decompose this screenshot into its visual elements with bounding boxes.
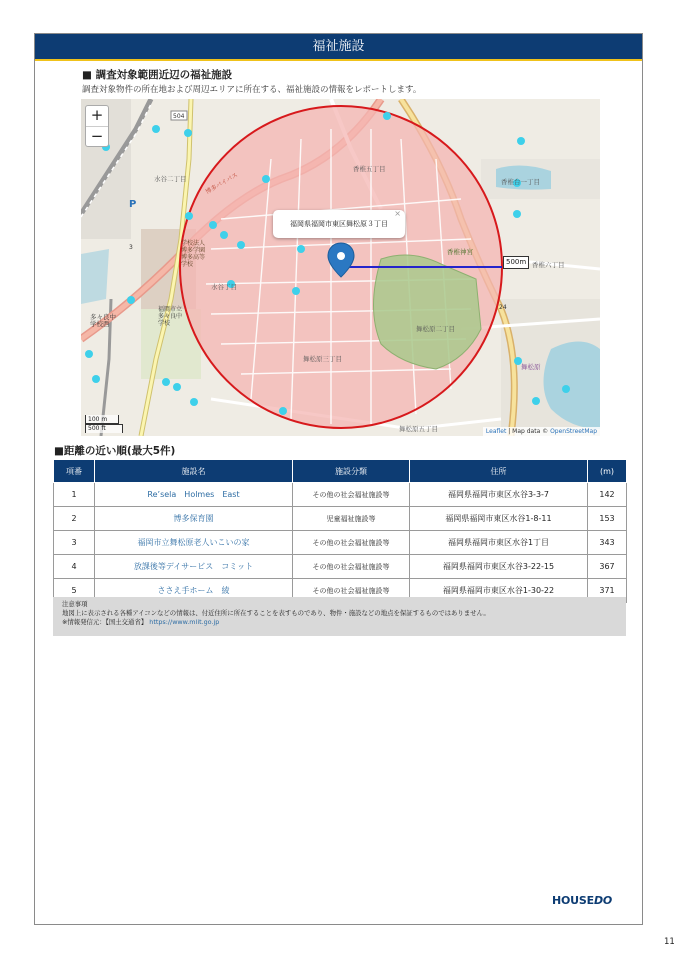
facility-category: その他の社会福祉施設等 (293, 531, 410, 555)
map-label-school-tatara: 福岡市立多々良中学校 (158, 306, 183, 327)
facility-address: 福岡県福岡市東区水谷1-8-11 (410, 507, 588, 531)
map-label-bypass: 博多バイパス (204, 171, 240, 196)
map-label-kashiihama5: 香椎五丁目 (353, 165, 386, 173)
map-label-maimatsubara2: 舞松原二丁目 (416, 325, 455, 333)
leaflet-link[interactable]: Leaflet (485, 428, 507, 435)
facility-category: 児童福祉施設等 (293, 507, 410, 531)
col-header-name: 施設名 (95, 460, 293, 483)
zoom-in-button[interactable]: + (90, 106, 104, 124)
col-header-address: 住所 (410, 460, 588, 483)
facility-address: 福岡県福岡市東区水谷3-3-7 (410, 483, 588, 507)
section-title-nearest: ■距離の近い順(最大5件) (54, 445, 176, 457)
map-label-school-hakata: 学校法人博多学園博多高等学校 (181, 240, 206, 268)
section-title-facilities: ■ 調査対象範囲近辺の福祉施設 (82, 69, 233, 81)
page-header (35, 34, 642, 59)
page-frame (34, 33, 675, 947)
scale-feet: 500 ft (85, 424, 123, 433)
map-label-route24: 24 (499, 304, 507, 311)
address-popup (273, 210, 405, 238)
table-row (54, 555, 627, 579)
table-row (54, 507, 627, 531)
header-accent-rule (35, 59, 642, 61)
facility-address: 福岡県福岡市東区水谷3-22-15 (410, 555, 588, 579)
map-label-mizutani2: 水谷二丁目 (154, 175, 187, 183)
facility-distance: 153 (588, 507, 627, 531)
radius-label: 500m (503, 256, 529, 269)
map-label-shrine: 香椎神宮 (447, 248, 473, 256)
map-view[interactable] (81, 99, 600, 436)
col-header-category: 施設分類 (293, 460, 410, 483)
row-no: 4 (54, 555, 95, 579)
zoom-out-button[interactable]: − (86, 126, 108, 146)
facility-name-link[interactable]: ささえ手ホーム 綾 (95, 579, 293, 603)
source-label: ※情報発信元：【国土交通省】 (62, 618, 148, 626)
facility-distance: 367 (588, 555, 627, 579)
source-link[interactable]: https://www.mlit.go.jp (149, 618, 220, 626)
section-description: 調査対象物件の所在地および周辺エリアに所在する、福祉施設の情報をレポートします。 (82, 85, 422, 95)
page-title: 福祉施設 (312, 39, 365, 54)
facility-name-link[interactable]: 福岡市立舞松原老人いこいの家 (95, 531, 293, 555)
facility-distance: 371 (588, 579, 627, 603)
map-label-route504: 504 (173, 113, 185, 120)
page-number: 11 (664, 937, 675, 947)
housedo-logo: HOUSEDO (552, 894, 613, 907)
col-header-no: 項番 (54, 460, 95, 483)
row-no: 5 (54, 579, 95, 603)
map-label-mizutani: 水谷丁目 (211, 283, 237, 291)
facility-table (53, 459, 627, 603)
osm-link[interactable]: OpenStreetMap (550, 428, 597, 435)
table-row (54, 483, 627, 507)
facility-distance: 142 (588, 483, 627, 507)
map-label-kashii1: 香椎台一丁目 (501, 178, 540, 186)
facility-category: その他の社会福祉施設等 (293, 579, 410, 603)
notes-title: 注意事項 (62, 600, 88, 608)
zoom-control (85, 105, 109, 147)
map-attribution: Leaflet | Map data © OpenStreetMap (483, 427, 600, 436)
map-label-maimatsubara3: 舞松原三丁目 (303, 355, 342, 363)
map-label-parking: P (129, 199, 137, 210)
notes-source (62, 618, 617, 627)
scale-meters: 100 m (85, 415, 119, 424)
map-label-school-west: 多々良中学校西 (90, 313, 116, 328)
facility-address: 福岡県福岡市東区水谷1-30-22 (410, 579, 588, 603)
facility-category: その他の社会福祉施設等 (293, 483, 410, 507)
notes-disclaimer: 地図上に表示される各種アイコンなどの情報は、付近住所に所在することを表すものであり、物件・施設などの地点を保証するものではありません。 (62, 609, 490, 617)
map-label-route3: 3 (129, 244, 133, 251)
facility-name-link[interactable]: Re’sela Holmes East (95, 483, 293, 507)
facility-distance: 343 (588, 531, 627, 555)
facility-name-link[interactable]: 放課後等デイサービス コミット (95, 555, 293, 579)
facility-category: その他の社会福祉施設等 (293, 555, 410, 579)
map-label-kashii6: 香椎六丁目 (532, 261, 565, 269)
row-no: 2 (54, 507, 95, 531)
table-row (54, 531, 627, 555)
map-label-maimatsubara-station: 舞松原 (521, 363, 541, 371)
facility-name-link[interactable]: 博多保育園 (95, 507, 293, 531)
row-no: 1 (54, 483, 95, 507)
notes-box (53, 597, 626, 636)
facility-address: 福岡県福岡市東区水谷1丁目 (410, 531, 588, 555)
close-icon[interactable]: × (394, 209, 401, 218)
map-label-maimatsubara5: 舞松原五丁目 (399, 425, 438, 433)
row-no: 3 (54, 531, 95, 555)
table-header-row (54, 460, 627, 483)
col-header-distance: (m) (588, 460, 627, 483)
popup-address: 福岡県福岡市東区舞松原３丁目 (290, 220, 388, 228)
map-scalebar (85, 415, 123, 433)
